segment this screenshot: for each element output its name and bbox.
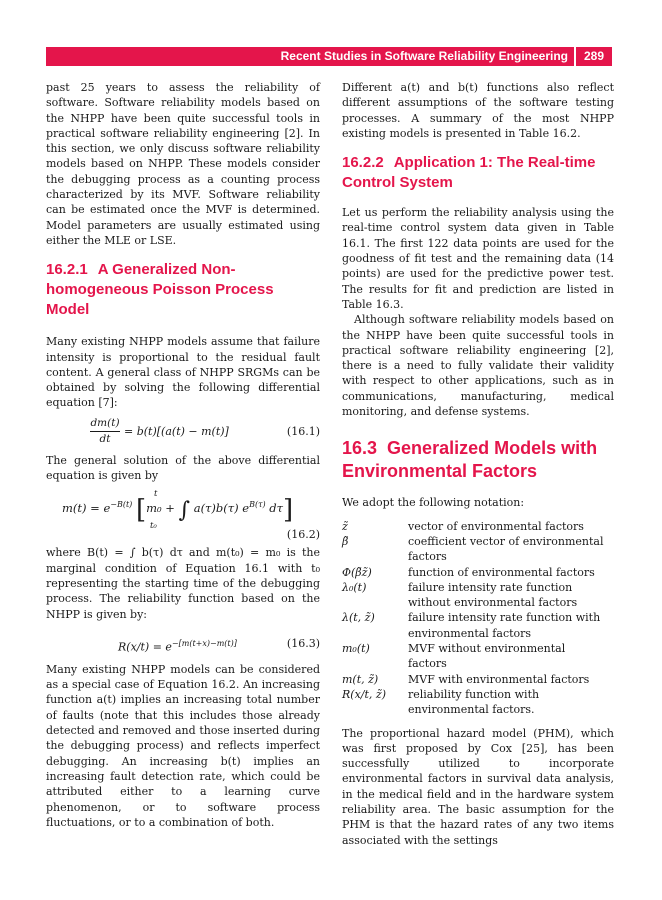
eq2-lower-limit: t₀ (150, 521, 157, 532)
section-title: A Generalized Non-homogeneous Poisson Process Model (46, 261, 274, 319)
notation-symbol: λ(t, z̃) (342, 611, 375, 625)
eq2-right-bracket: ] (283, 495, 294, 526)
notation-symbol: β̃ (342, 534, 349, 548)
notation-symbol: Φ(β̃z̃) (342, 565, 372, 579)
eq1-denominator: dt (99, 432, 111, 445)
notation-symbol: R(x/t, z̃) (342, 687, 386, 701)
section-title: Application 1: The Real-time Control System (342, 154, 596, 192)
right-column (342, 80, 614, 848)
paragraph-phm: The proportional hazard model (PHM), which was first proposed by Cox [25], has been successfully utilized to incorporate environmental factors in survival data analysis, in the medical field and in the hardware system reliability area. The basic assumption for the PHM is that the hazard rates of any two items associated with the settings (342, 726, 614, 847)
paragraph-validation: Although software reliability models based on the NHPP have been quite successful tools in practical software reliability engineering [2], there is a need to fully validate their validity with respect to other applications, such as in communications, manufacturing, medical monitoring, and defense systems. (342, 313, 614, 419)
eq3-number: (16.3) (286, 636, 320, 650)
chapter-number: 16.3 (342, 438, 378, 459)
notation-description: reliability function with environmental factors. (408, 687, 540, 717)
notation-list (342, 519, 614, 718)
notation-symbol: λ₀(t) (342, 580, 367, 594)
section-number: 16.2.2 (342, 154, 384, 172)
notation-description: coefficient vector of environmental factors (408, 534, 604, 564)
eq1-body: = b(t)[(a(t) − m(t)] (124, 424, 229, 438)
eq2-integrand: a(τ)b(τ) e (193, 501, 250, 516)
paragraph-general-solution: The general solution of the above differential equation is given by (46, 453, 320, 483)
eq2-number: (16.2) (286, 528, 320, 542)
chapter-heading-16-3 (342, 437, 614, 483)
notation-symbol: m₀(t) (342, 642, 370, 656)
eq1-number: (16.1) (286, 424, 320, 438)
notation-symbol: z̃ (342, 519, 348, 533)
notation-description: MVF without environmental factors (408, 642, 566, 671)
paragraph-marginal-condition: where B(t) = ∫ b(τ) dτ and m(t₀) = m₀ is the marginal condition of Equation 16.1 with t₀ representing the starting time of the debugging process. The reliability function based on the NHPP is given by: (46, 546, 320, 621)
paragraph-intro: past 25 years to assess the reliability of software. Software reliability models based on the NHPP have been quite successful tools in practical software reliability engineering [2]. In this section, we only discuss software reliability models based on NHPP. These models consider the debugging process as a counting process characterized by its MVF. Software reliability can be estimated once the MVF is determined. Model parameters are usually estimated using either the MLE or LSE. (46, 81, 320, 247)
section-heading-16-2-1 (46, 260, 320, 320)
eq3-body (118, 636, 237, 655)
notation-symbol: m(t, z̃) (342, 672, 379, 686)
eq3-lhs: R(x/t) = e (118, 640, 172, 654)
eq2-lhs: m(t) = e (62, 501, 111, 516)
eq1-numerator: dm(t) (90, 416, 120, 429)
eq2-body (62, 495, 294, 526)
page-number: 289 (583, 49, 605, 63)
eq2-exponent-2: B(τ) (249, 500, 266, 510)
eq2-left-bracket: [ (135, 495, 147, 526)
chapter-title: Generalized Models with Environmental Factors (342, 438, 598, 482)
eq3-exponent: −[m(t+x)−m(t)] (171, 638, 237, 648)
running-header-title: Recent Studies in Software Reliability Engineering (280, 49, 568, 63)
equation-16-3 (46, 630, 320, 656)
running-header (46, 47, 612, 66)
eq2-integral-sign: ∫ (178, 498, 191, 524)
section-number: 16.2.1 (46, 261, 88, 279)
notation-description: MVF with environmental factors (408, 672, 590, 686)
paragraph-analysis: Let us perform the reliability analysis using the real-time control system data given in Table 16.1. The first 122 data points are used for the goodness of fit test and the remaining data (14 points) are used for the predictive power test. The results for fit and prediction are listed in Table 16.3. (342, 206, 614, 311)
notation-description: vector of environmental factors (408, 519, 584, 533)
notation-description: failure intensity rate function without environmental factors (408, 580, 578, 610)
equation-16-1 (46, 417, 320, 447)
notation-description: function of environmental factors (408, 565, 595, 579)
paragraph-nhpp-assumption: Many existing NHPP models assume that failure intensity is proportional to the residual fault content. A general class of NHPP SRGMs can be obtained by solving the following differential equation [7]: (46, 335, 320, 410)
eq1-fraction-bar (90, 431, 120, 432)
equation-16-2 (46, 487, 320, 545)
eq2-upper-limit: t (154, 489, 158, 500)
left-column (46, 80, 320, 830)
notation-description: failure intensity rate function with environmental factors (408, 611, 601, 640)
eq2-exponent: −B(t) (110, 500, 133, 510)
eq2-dtau: dτ (269, 501, 284, 516)
paragraph-functions: Different a(t) and b(t) functions also reflect different assumptions of the software testing processes. A summary of the most NHPP existing models is presented in Table 16.2. (342, 81, 614, 140)
eq2-m0: m₀ + (146, 501, 175, 516)
section-heading-16-2-2 (342, 153, 614, 193)
paragraph-notation-intro: We adopt the following notation: (342, 496, 525, 510)
paragraph-special-cases: Many existing NHPP models can be considered as a special case of Equation 16.2. An increasing function a(t) implies an increasing total number of faults (note that this includes those already detected and removed and those inserted during the debugging process) and reflects imperfect debugging. An increasing b(t) implies an increasing fault detection rate, which could be attributed either to a learning curve phenomenon, or to software process fluctuations, or to a combination of both. (46, 662, 320, 829)
